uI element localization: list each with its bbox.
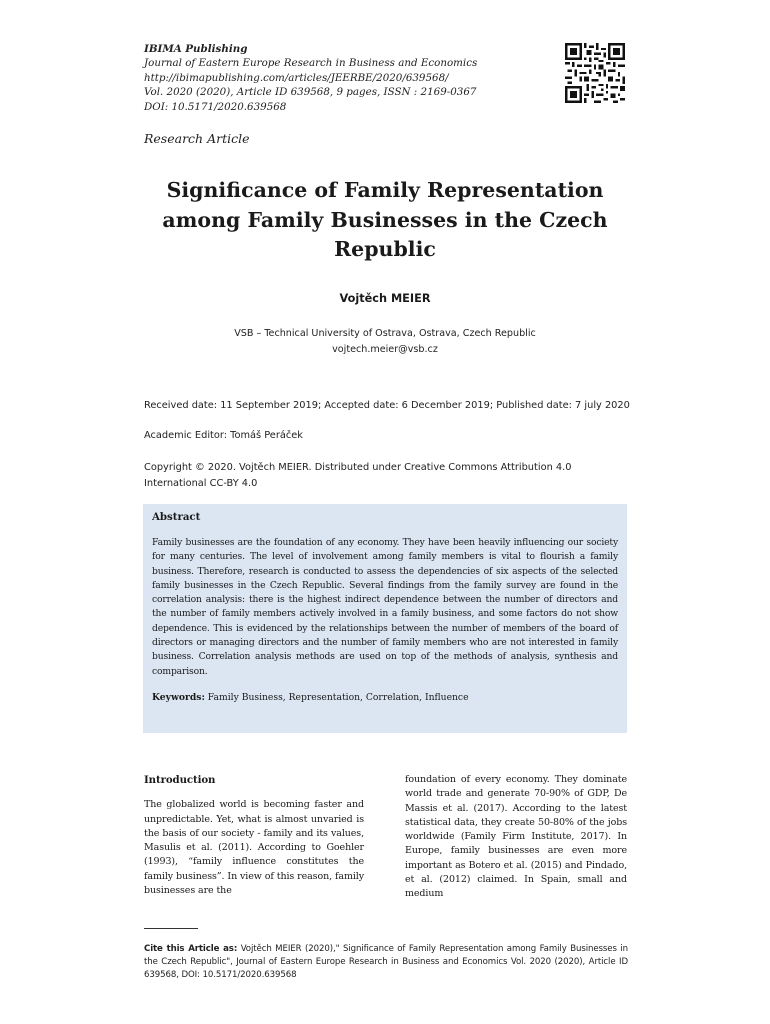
- article-url[interactable]: http://ibimapublishing.com/articles/JEERBE/2020/639568/: [144, 71, 449, 84]
- introduction-text-right: foundation of every economy. They dominate world trade and generate 70-90% of GDP, De Massis et al. (2017). According to the latest statistical data, they create 50-80% of the jobs worldwide (Family Firm Institute, 2017). In Europe, family businesses are even more important as Botero et al. (2015) and Pindado, et al. (2012) claimed. In Spain, small and medium: [405, 774, 627, 900]
- abstract-body: Family businesses are the foundation of any economy. They have been heavily influencing our society for many centuries. The level of involvement among family members is vital to flourish a family business. Therefore, research is conducted to assess the dependencies of six aspects of the selected family businesses in the Czech Republic. Several findings from the family survey are found in the correlation analysis: there is the highest indirect dependence between the number of directors and the number of family members actively involved in a family business, and some factors do not show dependence. This is evidenced by the relationships between the number of members of the board of directors or managing directors and the number of family members who are not interested in family business. Correlation analysis methods are used on top of the methods of analysis, synthesis and comparison.: [152, 537, 618, 677]
- volume-info: Vol. 2020 (2020), Article ID 639568, 9 pages, ISSN : 2169-0367: [144, 86, 477, 99]
- left-column: [144, 773, 364, 898]
- author-email[interactable]: vojtech.meier@vsb.cz: [332, 343, 438, 355]
- author-affiliation-block: [0, 326, 770, 357]
- right-column: [405, 773, 627, 902]
- abstract-heading: Abstract: [152, 511, 201, 523]
- citation-block: [144, 943, 628, 981]
- affiliation: VSB – Technical University of Ostrava, Ostrava, Czech Republic: [234, 328, 536, 339]
- introduction-text-left: The globalized world is becoming faster and unpredictable. Yet, what is almost unvaried is the basis of our society - family and its values, Masulis et al. (2011). According to Goehler (1993), “family influence constitutes the family business”. In view of this reason, family businesses are the: [144, 799, 364, 897]
- academic-editor: Academic Editor: Tomáš Peráček: [144, 430, 303, 441]
- citation-text: Vojtěch MEIER (2020)," Significance of Family Representation among Family Businesses in the Czech Republic", Journal of Eastern Europe Research in Business and Economics Vol. 2020 (2020), Article ID 639568, DOI: 10.5171/2020.639568: [144, 944, 628, 980]
- footnote-divider: [144, 928, 198, 929]
- keywords-list: Family Business, Representation, Correlation, Influence: [207, 691, 469, 703]
- keywords-label: Keywords:: [152, 691, 205, 703]
- abstract-box: [143, 504, 627, 733]
- journal-name: Journal of Eastern Europe Research in Business and Economics: [144, 57, 478, 70]
- qr-code-icon: [565, 43, 625, 103]
- author-name: Vojtěch MEIER: [339, 292, 431, 305]
- introduction-heading: Introduction: [144, 774, 216, 786]
- copyright-notice: Copyright © 2020. Vojtěch MEIER. Distributed under Creative Commons Attribution 4.0 International CC-BY 4.0: [144, 462, 572, 489]
- journal-header: [144, 42, 544, 114]
- keywords-line: [152, 692, 618, 703]
- publication-dates: Received date: 11 September 2019; Accepted date: 6 December 2019; Published date: 7 july 2020: [144, 400, 630, 411]
- paper-title: Significance of Family Representation among Family Businesses in the Czech Republic: [162, 178, 608, 261]
- citation-label: Cite this Article as:: [144, 944, 238, 954]
- doi[interactable]: DOI: 10.5171/2020.639568: [144, 100, 287, 113]
- article-type: Research Article: [144, 131, 250, 146]
- publisher-name: IBIMA Publishing: [144, 43, 248, 55]
